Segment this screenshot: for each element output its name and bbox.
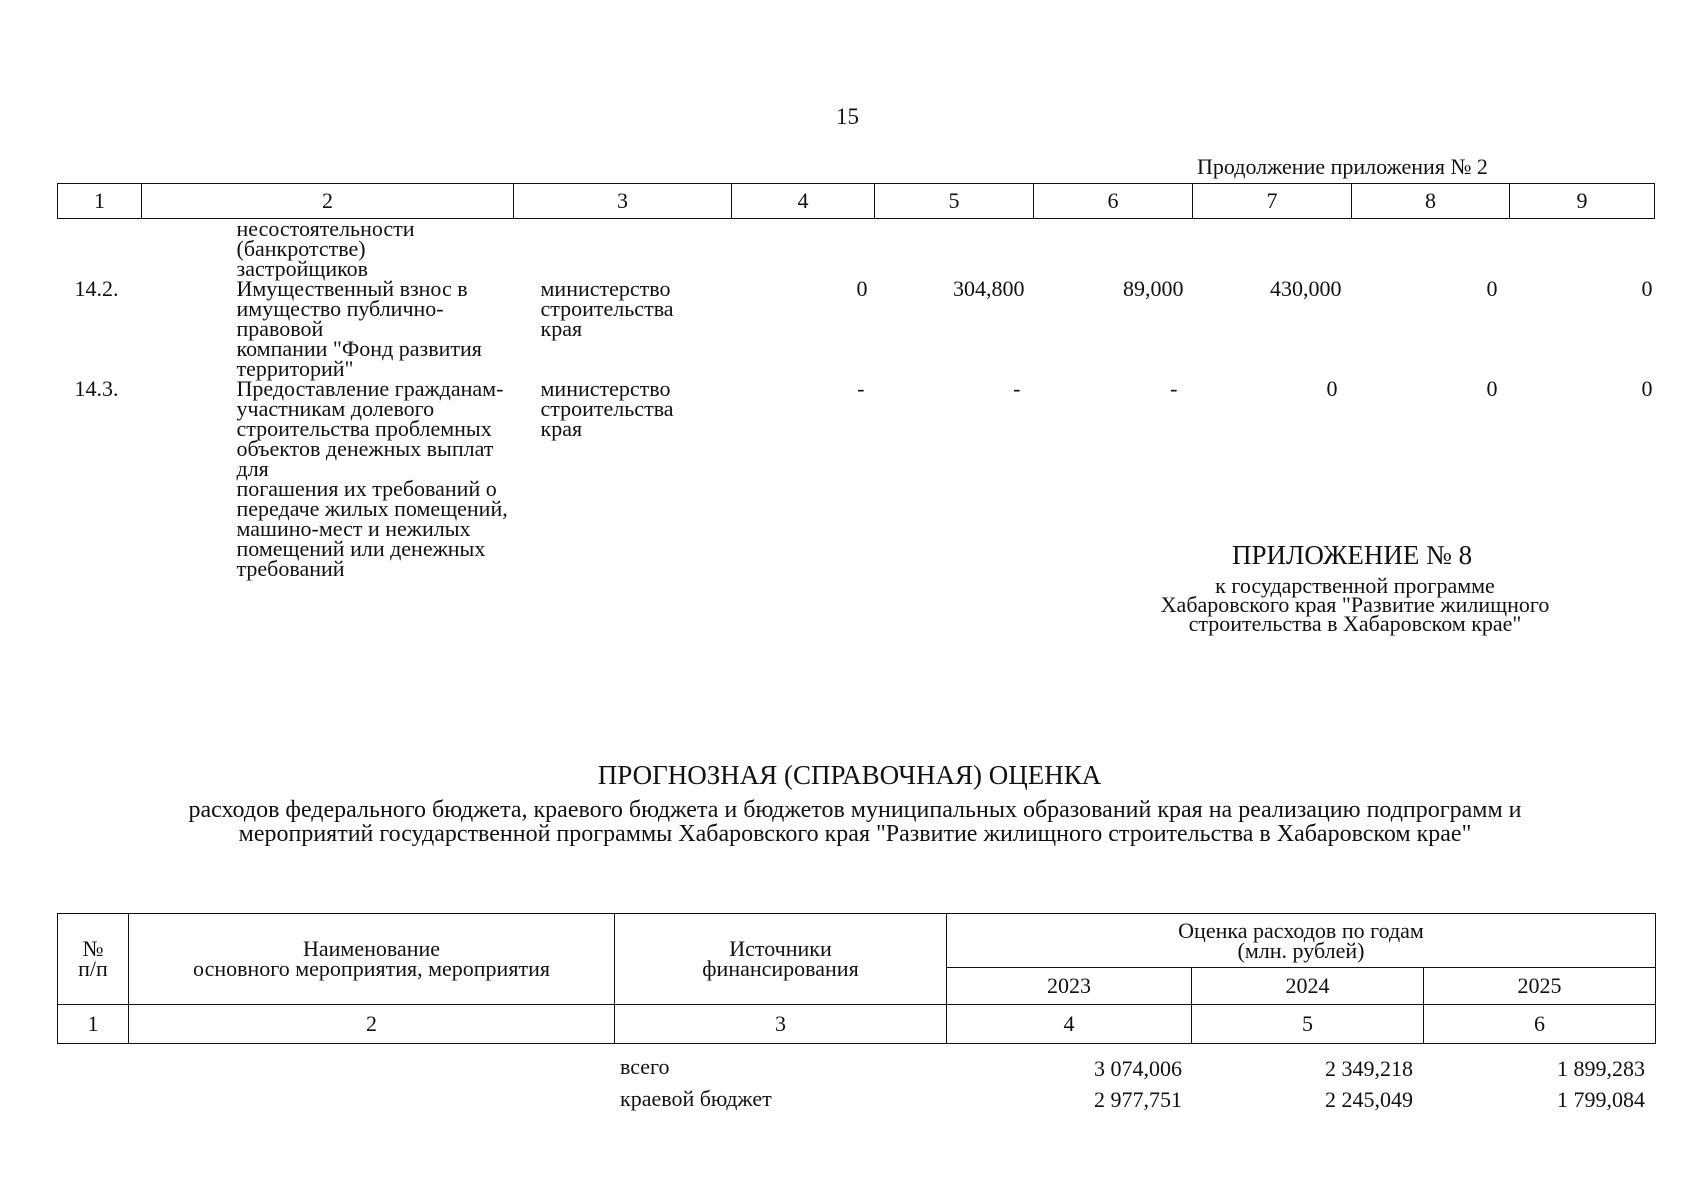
value-cell: 0 xyxy=(1486,376,1498,401)
col-number: 1 xyxy=(58,1005,129,1044)
value-cell: 0 xyxy=(1326,376,1338,401)
column-number-row xyxy=(58,184,1655,219)
col-header: 2 xyxy=(142,184,514,219)
measure-name: Предоставление гражданам- участникам долевого строительства проблемных объектов денежных выплат для погашения их требований о передаче жилых помещений, машино-мест и нежилых помещений или денежных требований xyxy=(236,376,508,581)
appendix2-table xyxy=(57,183,1655,579)
value-cell: - xyxy=(1013,376,1021,401)
col-header: 6 xyxy=(1034,184,1193,219)
col-number: 6 xyxy=(1424,1005,1656,1044)
value-cell: 0 xyxy=(1486,276,1498,301)
value-2025: 1 799,084 xyxy=(1557,1087,1645,1112)
col-header: 3 xyxy=(514,184,732,219)
header-source: Источники финансирования xyxy=(615,914,947,1005)
col-header: 4 xyxy=(732,184,875,219)
header-num: № п/п xyxy=(58,914,129,1005)
year-header: 2023 xyxy=(947,968,1192,1005)
value-2023: 3 074,006 xyxy=(1094,1056,1182,1081)
page-number: 15 xyxy=(836,104,859,129)
continuation-label: Продолжение приложения № 2 xyxy=(1197,154,1488,179)
value-cell: - xyxy=(857,376,865,401)
source-label: всего xyxy=(620,1054,670,1079)
value-cell: 89,000 xyxy=(1123,276,1184,301)
value-2024: 2 349,218 xyxy=(1325,1056,1413,1081)
source-label: краевой бюджет xyxy=(620,1086,772,1111)
header-estimate: Оценка расходов по годам (млн. рублей) xyxy=(947,914,1656,968)
col-header: 7 xyxy=(1193,184,1352,219)
col-number: 5 xyxy=(1192,1005,1424,1044)
value-cell: 430,000 xyxy=(1270,276,1342,301)
value-2024: 2 245,049 xyxy=(1325,1087,1413,1112)
table-row xyxy=(58,279,1655,379)
document-subtitle: расходов федерального бюджета, краевого бюджета и бюджетов муниципальных образований края на реализацию подпрограмм и мероприятий государственной программы Хабаровского края "Развитие жилищного строительства в Хабаровском крае" xyxy=(188,797,1522,847)
executor: министерство строительства края xyxy=(540,276,674,341)
col-header: 1 xyxy=(58,184,142,219)
value-2025: 1 899,283 xyxy=(1557,1056,1645,1081)
row-number: 14.2. xyxy=(74,276,119,301)
executor: министерство строительства края xyxy=(540,376,674,441)
row-number: 14.3. xyxy=(74,376,119,401)
value-cell: - xyxy=(1170,376,1178,401)
value-2023: 2 977,751 xyxy=(1094,1087,1182,1112)
col-number: 3 xyxy=(615,1005,947,1044)
value-cell: 0 xyxy=(1641,276,1653,301)
carry-over-text: несостоятельности (банкротстве) застройщиков xyxy=(236,216,415,281)
table-row-carry-over xyxy=(58,219,1655,280)
measure-name: Имущественный взнос в имущество публично-правовой компании "Фонд развития территорий" xyxy=(236,276,482,381)
column-number-row xyxy=(58,1005,1656,1044)
value-cell: 0 xyxy=(856,276,868,301)
appendix-title: ПРИЛОЖЕНИЕ № 8 xyxy=(1232,540,1473,570)
year-header: 2024 xyxy=(1192,968,1424,1005)
value-cell: 304,800 xyxy=(953,276,1025,301)
col-header: 9 xyxy=(1510,184,1655,219)
col-number: 2 xyxy=(129,1005,615,1044)
value-cell: 0 xyxy=(1641,376,1653,401)
col-header: 8 xyxy=(1352,184,1510,219)
col-header: 5 xyxy=(875,184,1034,219)
header-name: Наименование основного мероприятия, мероприятия xyxy=(129,914,615,1005)
document-title: ПРОГНОЗНАЯ (СПРАВОЧНАЯ) ОЦЕНКА xyxy=(597,760,1102,790)
year-header: 2025 xyxy=(1424,968,1656,1005)
appendix-subtitle: к государственной программе Хабаровского края "Развитие жилищного строительства в Хабаровском крае" xyxy=(1160,573,1550,636)
expense-estimate-table xyxy=(57,913,1656,1044)
col-number: 4 xyxy=(947,1005,1192,1044)
